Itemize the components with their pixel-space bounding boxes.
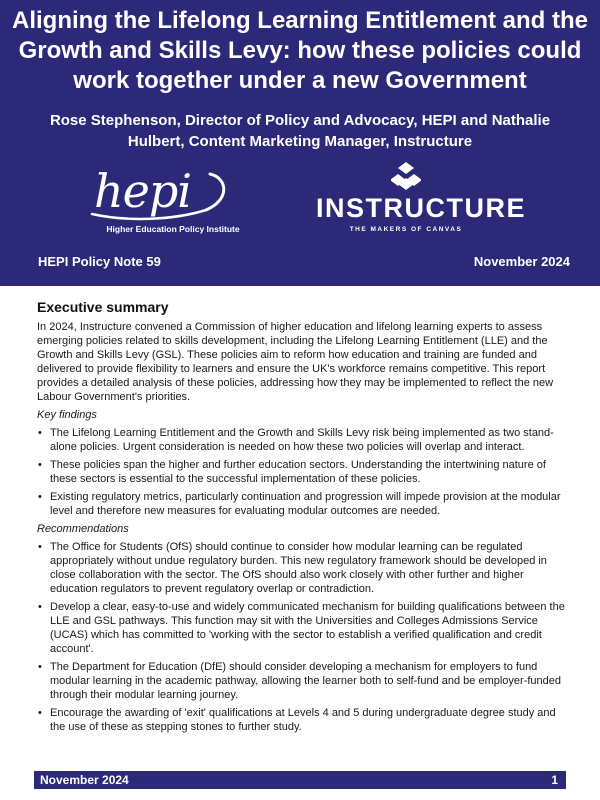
list-item: • Existing regulatory metrics, particularly continuation and progression will impede provision at the modular level and therefore new measures for evaluating modular outcomes are needed. <box>37 490 565 518</box>
policy-note-number: HEPI Policy Note 59 <box>38 254 161 269</box>
hepi-wordmark: hepi <box>94 164 192 218</box>
hepi-logo <box>78 164 268 238</box>
key-findings-heading: Key findings <box>37 409 97 421</box>
instructure-wordmark: INSTRUCTURE <box>316 193 526 223</box>
list-item: • Encourage the awarding of 'exit' qualifications at Levels 4 and 5 during undergraduate degree study and the use of these as stepping stones to further study. <box>37 706 565 734</box>
instructure-mark-icon <box>391 162 421 190</box>
document-body <box>37 298 565 738</box>
footer-bar <box>34 771 566 789</box>
hepi-subtitle: Higher Education Policy Institute <box>106 224 240 234</box>
publication-date: November 2024 <box>473 254 570 269</box>
list-item: • These policies span the higher and further education sectors. Understanding the intertwining nature of these sectors is essential to the successful implementation of these policies. <box>37 458 565 486</box>
footer-date: November 2024 <box>40 773 129 787</box>
key-findings-list <box>37 426 565 518</box>
intro-paragraph: In 2024, Instructure convened a Commission of higher education and lifelong learning experts to assess emerging policies related to skills development, including the Lifelong Learning Entitlement (LLE) and the Growth and Skills Levy (GSL). These policies aim to reform how education and training are funded and delivered to provide flexibility to learners and ensure the UK's workforce remains competitive. This report provides a detailed analysis of these policies, addressing how they may be implemented to reflect the new Labour Government's priorities. <box>37 321 554 403</box>
recommendations-list <box>37 540 565 734</box>
instructure-logo <box>316 162 526 242</box>
authors-line: Rose Stephenson, Director of Policy and Advocacy, HEPI and Nathalie Hulbert, Content Marketing Manager, Instructure <box>49 112 551 150</box>
list-item: • The Office for Students (OfS) should continue to consider how modular learning can be regulated appropriately without undue regulatory burden. This new regulatory framework should be developed in close collaboration with the sector. The OfS should also work closely with other further and higher education regulators to prevent regulatory overlap or contradiction. <box>37 540 565 596</box>
list-item: • Develop a clear, easy-to-use and widely communicated mechanism for building qualifications between the LLE and GSL pathways. This function may sit with the Universities and Colleges Admissions Service (UCAS) which has committed to 'working with the sector to establish a verified qualification and credit account'. <box>37 600 565 656</box>
recommendations-heading: Recommendations <box>37 523 129 535</box>
instructure-tagline: THE MAKERS OF CANVAS <box>349 226 463 233</box>
header-band <box>0 0 600 286</box>
list-item: • The Department for Education (DfE) should consider developing a mechanism for employers to fund modular learning in the academic pathway, allowing the learner both to self-fund and be employer-funded through their modular learning journey. <box>37 660 565 702</box>
section-title: Executive summary <box>37 299 169 315</box>
document-title: Aligning the Lifelong Learning Entitlement and the Growth and Skills Levy: how these policies could work together under a new Government <box>12 7 588 94</box>
list-item: • The Lifelong Learning Entitlement and the Growth and Skills Levy risk being implemented as two stand-alone policies. Urgent consideration is needed on how these two policies will overlap and interact. <box>37 426 565 454</box>
page-number: 1 <box>551 773 558 787</box>
